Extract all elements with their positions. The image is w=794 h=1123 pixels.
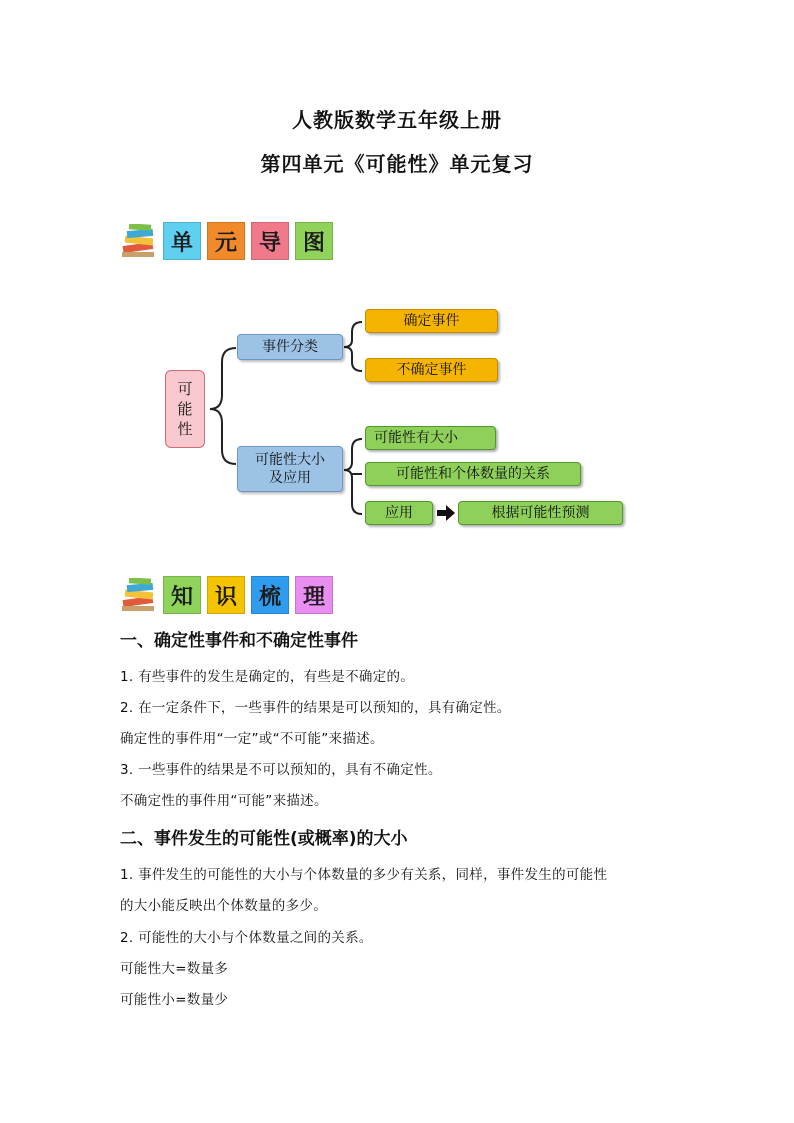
paragraph-8: 2. 可能性的大小与个体数量之间的关系。 xyxy=(120,930,373,946)
node-possibility-has-size xyxy=(365,426,496,450)
branch1-label: 事件分类 xyxy=(262,339,318,355)
tile-1 xyxy=(163,222,201,260)
branch-event-classification xyxy=(237,334,343,360)
root-char-1: 可 xyxy=(177,380,193,398)
tile-1-char: 单 xyxy=(170,229,193,256)
document-subtitle: 第四单元《可能性》单元复习 xyxy=(260,152,534,176)
node-predict xyxy=(458,501,623,525)
tile-8-char: 理 xyxy=(302,583,325,610)
node-possibility-quantity-relation xyxy=(365,462,581,486)
root-char-3: 性 xyxy=(177,420,193,438)
right-arrow-icon xyxy=(437,505,455,521)
books-icon xyxy=(120,224,160,260)
paragraph-4: 3. 一些事件的结果是不可以预知的，具有不确定性。 xyxy=(120,762,442,778)
tile-5 xyxy=(163,576,201,614)
possibility-has-size-label: 可能性有大小 xyxy=(374,430,458,446)
root-char-2: 能 xyxy=(177,400,193,418)
root-brace xyxy=(210,348,236,464)
certain-event-label: 确定事件 xyxy=(403,313,460,329)
branch-possibility-size xyxy=(237,446,343,492)
paragraph-7: 的大小能反映出个体数量的多少。 xyxy=(120,898,327,914)
tile-6-char: 识 xyxy=(214,583,237,610)
heading-possibility-size: 二、事件发生的可能性(或概率)的大小 xyxy=(120,829,408,849)
tile-3 xyxy=(251,222,289,260)
branch2-label-line1: 可能性大小 xyxy=(255,452,325,468)
mindmap-root xyxy=(165,370,205,448)
node-certain-event xyxy=(365,309,498,333)
possibility-quantity-label: 可能性和个体数量的关系 xyxy=(396,466,550,482)
tile-6 xyxy=(207,576,245,614)
books-icon xyxy=(120,578,160,614)
uncertain-event-label: 不确定事件 xyxy=(396,362,467,378)
tile-2-char: 元 xyxy=(214,229,237,256)
branch2-brace xyxy=(344,439,362,514)
paragraph-6: 1. 事件发生的可能性的大小与个体数量的多少有关系，同样，事件发生的可能性 xyxy=(120,867,608,883)
tile-7 xyxy=(251,576,289,614)
paragraph-10: 可能性小=数量少 xyxy=(120,992,229,1008)
paragraph-9: 可能性大=数量多 xyxy=(120,961,229,977)
tile-3-char: 导 xyxy=(258,229,281,256)
paragraph-2: 2. 在一定条件下，一些事件的结果是可以预知的，具有确定性。 xyxy=(120,700,511,716)
paragraph-1: 1. 有些事件的发生是确定的，有些是不确定的。 xyxy=(120,669,415,685)
node-apply xyxy=(365,501,433,525)
paragraph-3: 确定性的事件用“一定”或“不可能”来描述。 xyxy=(120,731,384,747)
predict-label: 根据可能性预测 xyxy=(491,505,590,521)
tile-2 xyxy=(207,222,245,260)
tile-8 xyxy=(295,576,333,614)
tile-4 xyxy=(295,222,333,260)
branch1-brace xyxy=(344,322,362,371)
document-title: 人教版数学五年级上册 xyxy=(292,108,502,132)
node-uncertain-event xyxy=(365,358,498,382)
apply-label: 应用 xyxy=(385,505,413,521)
heading-certain-uncertain: 一、确定性事件和不确定性事件 xyxy=(120,631,358,651)
branch2-label-line2: 及应用 xyxy=(269,470,311,486)
tile-7-char: 梳 xyxy=(258,583,281,610)
tile-4-char: 图 xyxy=(302,229,325,256)
paragraph-5: 不确定性的事件用“可能”来描述。 xyxy=(120,793,328,809)
tile-5-char: 知 xyxy=(170,583,193,610)
